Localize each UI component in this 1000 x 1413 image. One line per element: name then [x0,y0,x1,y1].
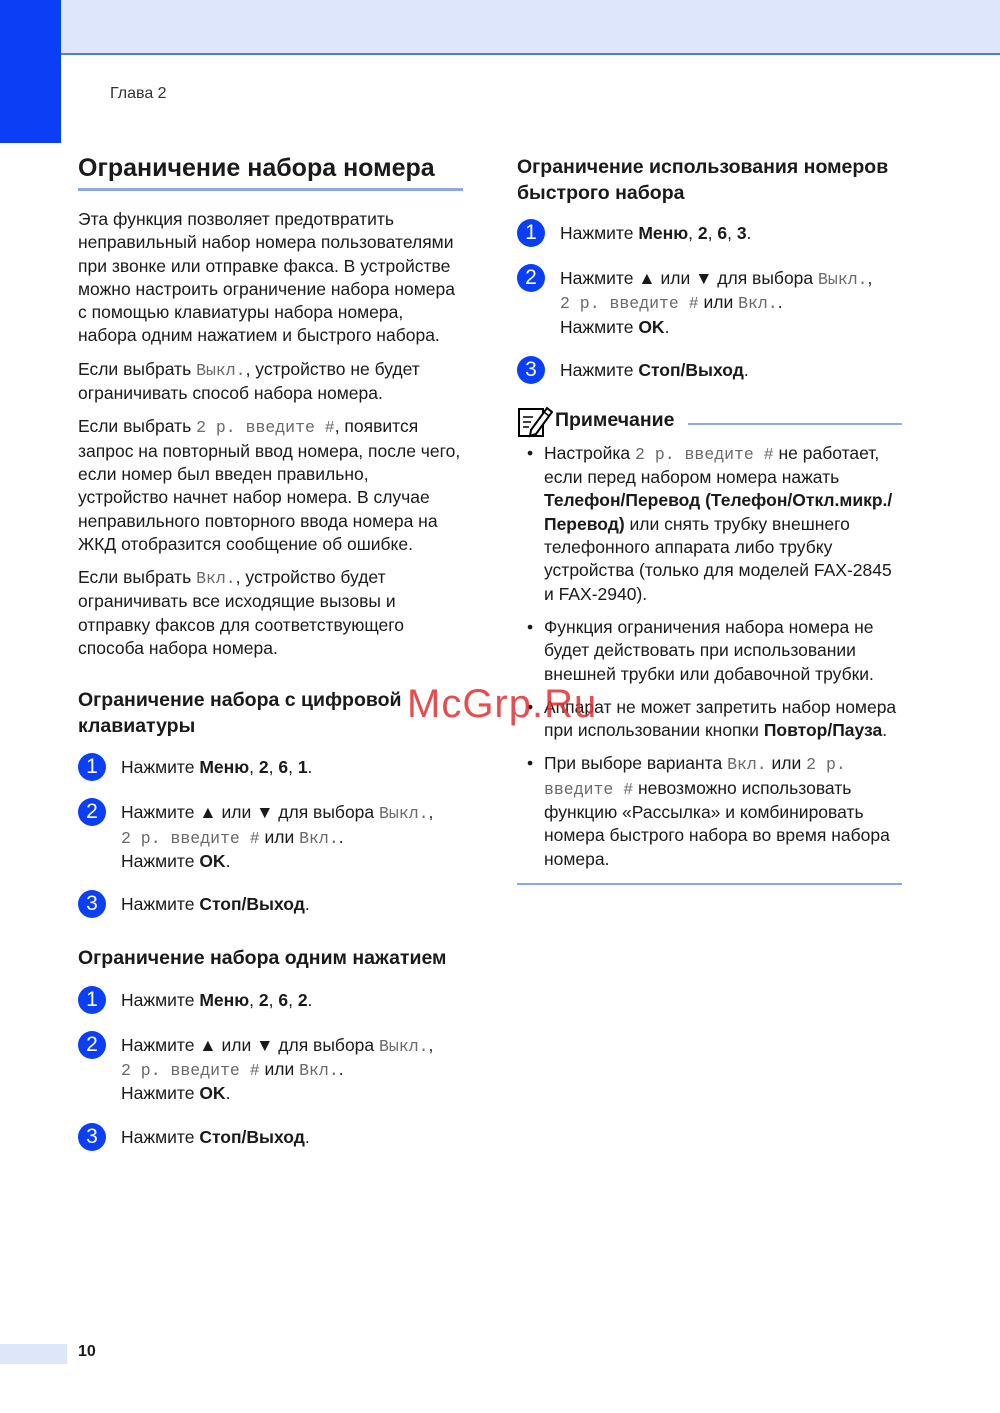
section-title-speed-dial: Ограничение использования номеров быстрого набора [517,156,889,204]
step-number-badge: 1 [78,753,106,781]
watermark: McGrp.Ru [407,682,598,726]
step-text: Нажмите Стоп/Выход. [560,359,749,380]
step-number-badge: 3 [517,356,545,384]
step-2 [78,1034,463,1106]
header-band [0,0,1000,55]
note-header [517,404,902,438]
note-pencil-icon [517,404,553,438]
step-2 [78,801,463,873]
lcd-option-twice: 2 р. введите # [196,418,335,438]
step-number-badge: 2 [517,264,545,292]
step-text: Нажмите Стоп/Выход. [121,1126,310,1147]
step-number-badge: 3 [78,1123,106,1151]
step-2 [517,267,902,339]
step-number-badge: 1 [517,219,545,247]
note-item: • Функция ограничения набора номера не будет действовать при использовании внешней трубки или добавочной трубки. [527,616,902,686]
step-number-badge: 2 [78,1031,106,1059]
page-number: 10 [78,1343,96,1360]
left-column [78,152,463,1171]
note-item: • При выборе варианта Вкл. или 2 р. введите # невозможно использовать функцию «Рассылка» и комбинировать номера быстрого набора во время набора номера. [527,752,902,870]
note-title: Примечание [555,409,675,432]
chapter-label: Глава 2 [110,85,167,102]
step-text: Нажмите Меню, 2, 6, 1. [121,757,313,778]
section-title-keypad: Ограничение набора с цифровой клавиатуры [78,689,402,737]
page-number-bar [0,1344,67,1364]
chapter-tab-block [0,0,61,143]
section-title-one-touch: Ограничение набора одним нажатием [78,947,447,970]
lcd-option-off: Выкл. [196,360,246,380]
note-item: • Настройка 2 р. введите # не работает, если перед набором номера нажать Телефон/Перевод (Телефон/Откл.микр./Перевод) или снять трубку внешнего телефонного аппарата либо трубку устройства (только для моделей FAX-2845 и FAX-2940). [527,442,902,606]
step-3 [78,1126,463,1151]
lcd-option-on: Вкл. [196,569,236,589]
step-text: Нажмите Меню, 2, 6, 2. [121,989,313,1010]
paragraph-off: Если выбрать Выкл., устройство не будет ограничивать способ набора номера. [78,358,420,404]
step-1 [517,222,902,247]
paragraph-on: Если выбрать Вкл., устройство будет ограничивать все исходящие вызовы и отправку факсов для соответствующего способа набора номера. [78,567,404,659]
step-3 [78,893,463,918]
step-number-badge: 1 [78,986,106,1014]
step-1 [78,756,463,781]
note-divider [688,423,902,425]
right-column [517,155,902,885]
step-text: Нажмите ▲ или ▼ для выбора Выкл., 2 р. введите # или Вкл.. Нажмите OK. [560,268,873,337]
step-number-badge: 3 [78,890,106,918]
page-title: Ограничение набора номера [78,152,463,191]
intro-paragraph: Эта функция позволяет предотвратить неправильный набор номера пользователями при звонке или отправке факса. В устройстве можно настроить ограничение набора номера с помощью клавиатуры набора номера, набора одним нажатием и быстрого набора. [78,209,455,346]
step-text: Нажмите ▲ или ▼ для выбора Выкл., 2 р. введите # или Вкл.. Нажмите OK. [121,1034,434,1104]
step-text: Нажмите ▲ или ▼ для выбора Выкл., 2 р. введите # или Вкл.. Нажмите OK. [121,802,434,871]
step-3 [517,359,902,384]
step-1 [78,989,463,1014]
note-end-divider [517,883,902,885]
step-number-badge: 2 [78,798,106,826]
note-list [517,442,902,871]
step-text: Нажмите Стоп/Выход. [121,894,310,915]
step-text: Нажмите Меню, 2, 6, 3. [560,223,752,243]
note-item: • Аппарат не может запретить набор номера при использовании кнопки Повтор/Пауза. [527,696,902,743]
paragraph-twice: Если выбрать 2 р. введите #, появится запрос на повторный ввод номера, после чего, если номер был введен правильно, устройство начнет набор номера. В случае неправильного повторного ввода номера на ЖКД отобразится сообщение об ошибке. [78,416,461,554]
